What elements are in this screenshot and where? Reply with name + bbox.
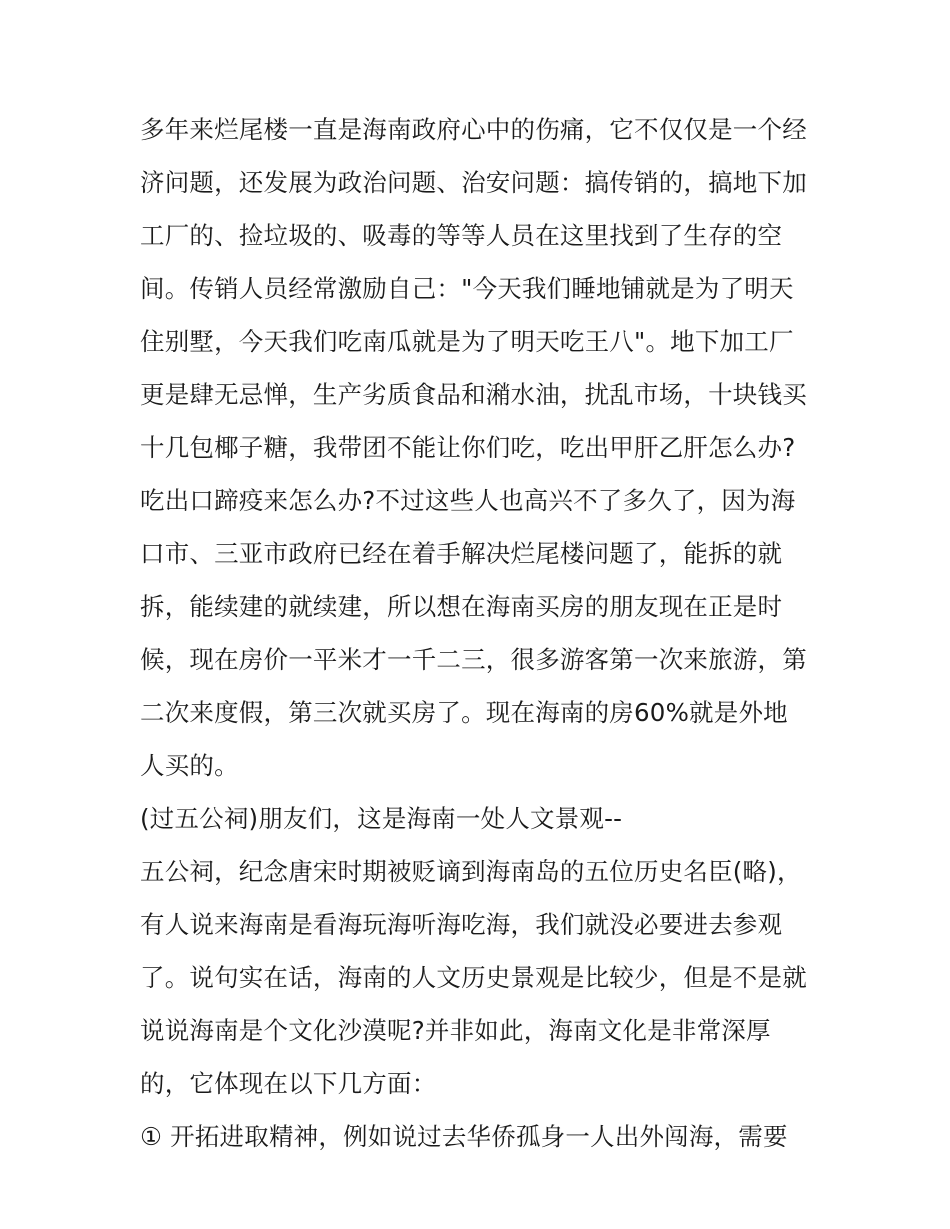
text-line: 二次来度假，第三次就买房了。现在海南的房60%就是外地 (140, 698, 788, 727)
text-line: 了。说句实在话，海南的人文历史景观是比较少，但是不是就 (140, 963, 807, 992)
text-line: 住别墅，今天我们吃南瓜就是为了明天吃王八"。地下加工厂 (140, 327, 794, 356)
text-line: 拆，能续建的就续建，所以想在海南买房的朋友现在正是时 (140, 592, 783, 621)
text-line: 吃出口蹄疫来怎么办?不过这些人也高兴不了多久了，因为海 (140, 486, 796, 515)
text-line: 口市、三亚市政府已经在着手解决烂尾楼问题了，能拆的就 (140, 539, 783, 568)
text-line: 五公祠，纪念唐宋时期被贬谪到海南岛的五位历史名臣(略)， (140, 857, 802, 886)
text-line: 十几包椰子糖，我带团不能让你们吃，吃出甲肝乙肝怎么办? (140, 433, 796, 462)
text-line: 间。传销人员经常激励自己："今天我们睡地铺就是为了明天 (140, 274, 794, 303)
text-line: 有人说来海南是看海玩海听海吃海，我们就没必要进去参观 (140, 910, 783, 939)
text-line: 更是肆无忌惮，生产劣质食品和潲水油，扰乱市场，十块钱买 (140, 380, 807, 409)
text-line: 的，它体现在以下几方面： (140, 1069, 437, 1098)
text-line: 说说海南是个文化沙漠呢?并非如此，海南文化是非常深厚 (140, 1016, 771, 1045)
text-line: 人买的。 (140, 751, 239, 780)
text-line: (过五公祠)朋友们，这是海南一处人文景观-- (140, 804, 623, 833)
text-line: 多年来烂尾楼一直是海南政府心中的伤痛，它不仅仅是一个经 (140, 115, 807, 144)
text-line: 工厂的、捡垃圾的、吸毒的等等人员在这里找到了生存的空 (140, 221, 783, 250)
text-line: ① 开拓进取精神，例如说过去华侨孤身一人出外闯海，需要 (140, 1122, 788, 1151)
text-line: 候，现在房价一平米才一千二三，很多游客第一次来旅游，第 (140, 645, 807, 674)
text-line: 济问题，还发展为政治问题、治安问题：搞传销的，搞地下加 (140, 168, 807, 197)
